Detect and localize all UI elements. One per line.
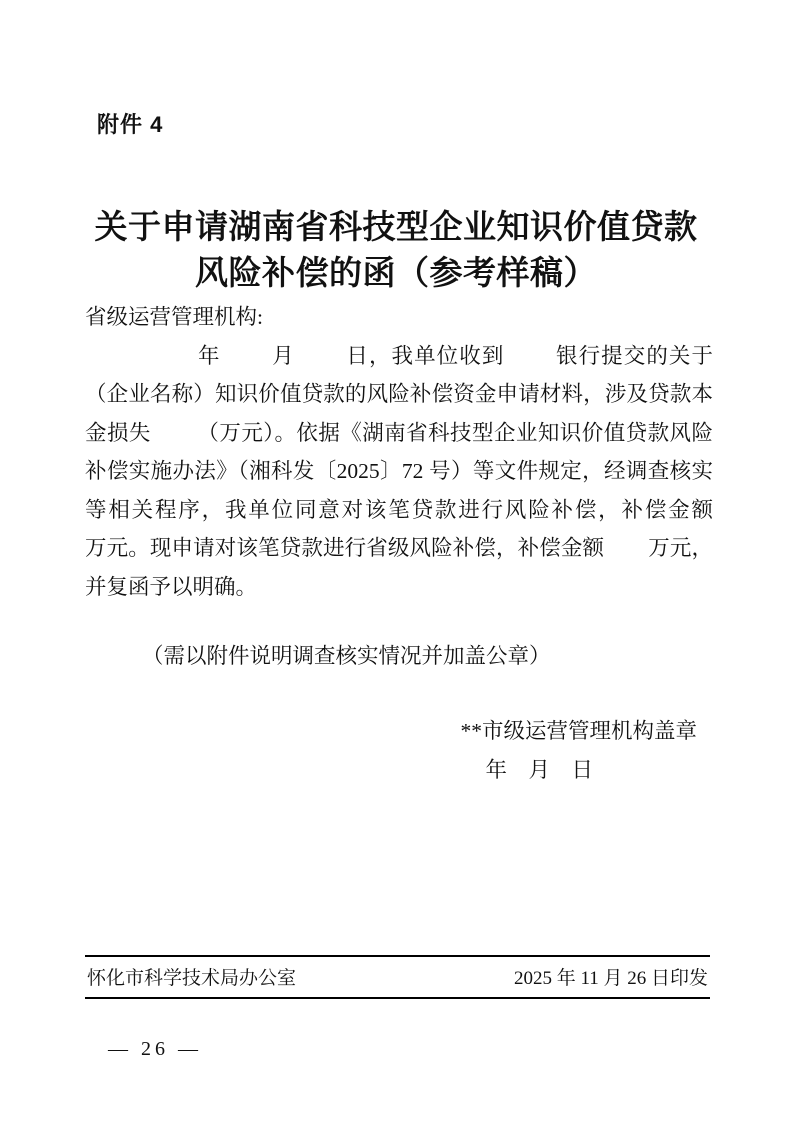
document-body bbox=[85, 298, 756, 606]
colophon-bar bbox=[85, 955, 710, 999]
salutation-line: 省级运营管理机构: bbox=[85, 305, 263, 329]
main-paragraph: 年 月 日，我单位收到 银行提交的关于（企业名称）知识价值贷款的风险补偿资金申请材料，涉及贷款本金损失 （万元）。依据《湖南省科技型企业知识价值贷款风险补偿实施办法》（湘科发〔2025〕72 号）等文件规定，经调查核实等相关程序，我单位同意对该笔贷款进行风险补偿，补偿金额 万元。现申请对该笔贷款进行省级风险补偿，补偿金额 万元，并复函予以明确。 bbox=[85, 343, 756, 599]
colophon-issuer: 怀化市科学技术局办公室 bbox=[87, 968, 297, 989]
colophon-print-date: 2025 年 11 月 26 日印发 bbox=[513, 968, 708, 989]
document-title: 关于申请湖南省科技型企业知识价值贷款风险补偿的函（参考样稿） bbox=[94, 210, 698, 293]
attachment-label: 附件 4 bbox=[97, 112, 164, 137]
signature-date-line: 年 月 日 bbox=[485, 758, 593, 782]
signature-block bbox=[460, 712, 697, 790]
signature-org-line: **市级运营管理机构盖章 bbox=[460, 719, 697, 743]
page-number: — 26 — bbox=[108, 1038, 202, 1060]
seal-note-line: （需以附件说明调查核实情况并加盖公章） bbox=[142, 644, 551, 668]
